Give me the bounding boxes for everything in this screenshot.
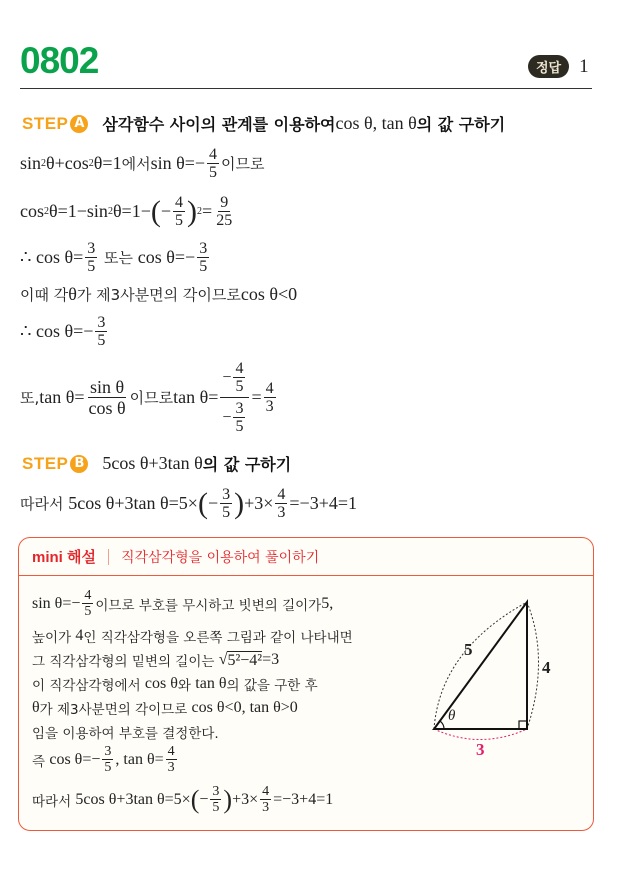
math: 4 xyxy=(75,627,84,644)
math: sin θ=− xyxy=(150,153,205,173)
fraction: $\frac{4}{3}$ xyxy=(265,380,274,415)
math: =3 xyxy=(262,651,280,668)
math: ∴ cos θ= xyxy=(20,247,84,267)
mini-tag: mini 해설 xyxy=(32,549,96,566)
math: = xyxy=(251,387,262,407)
text: 또는 xyxy=(99,249,138,267)
math: − xyxy=(207,493,219,513)
header-divider xyxy=(20,88,592,89)
answer-value: 1 xyxy=(579,55,589,77)
mini-line-4 xyxy=(32,674,318,694)
math: − xyxy=(160,201,172,221)
answer-badge: 정답 xyxy=(528,55,569,78)
text: 따라서 xyxy=(20,495,69,513)
math: 5²−4² xyxy=(227,651,263,669)
text: 또, xyxy=(20,389,40,407)
step-b-heading xyxy=(22,452,291,475)
step-a-line-3 xyxy=(20,240,211,275)
fraction: $\frac{4}{3}$ xyxy=(262,784,270,815)
angle-label: θ xyxy=(448,708,456,724)
math: 5, xyxy=(321,594,334,612)
math: sin θ=− xyxy=(32,594,81,612)
math: = xyxy=(202,201,213,221)
text: 에서 xyxy=(121,155,151,173)
math: θ xyxy=(32,699,40,716)
math: θ xyxy=(68,284,77,304)
mini-line-7 xyxy=(32,744,179,775)
step-b-title-math: 5cos θ+3tan θ xyxy=(102,453,203,473)
mini-line-6 xyxy=(32,722,219,742)
text: 임을 이용하여 부호를 결정한다. xyxy=(32,726,219,742)
fraction: $\frac{3}{5}$ xyxy=(87,240,96,275)
fraction: $\frac{3}{5}$ xyxy=(222,486,231,521)
step-a-line-1: sin 2 θ+cos 2 θ=1 에서 sin θ=− $\frac{4}{5}$ 이므로 xyxy=(20,146,265,181)
text: 인 직각삼각형을 오른쪽 그림과 같이 나타내면 xyxy=(83,630,353,646)
step-a-line-2: cos 2 θ=1−sin 2 θ=1− ( − $\frac{4}{5}$ ) 2 = $\frac{9}{25}$ xyxy=(20,194,233,229)
fraction: $\frac{9}{25}$ xyxy=(216,194,233,229)
step-b-title-text: 의 값 구하기 xyxy=(202,455,292,474)
math: cos θ=− xyxy=(137,247,196,267)
math: θ=1− xyxy=(112,201,151,221)
math: +3× xyxy=(232,790,259,808)
answer-area xyxy=(528,55,589,78)
math: +3× xyxy=(244,493,274,513)
math: cos θ<0 xyxy=(240,284,298,304)
base-label: 3 xyxy=(476,740,485,759)
step-a-title-math: cos θ, tan θ xyxy=(335,113,417,133)
math: 5cos θ+3tan θ=5× xyxy=(68,493,198,513)
mini-line-5 xyxy=(32,698,298,718)
divider xyxy=(108,549,109,565)
math: tan θ= xyxy=(173,387,219,407)
fraction: $\frac{4}{3}$ xyxy=(167,744,175,775)
math: , tan θ= xyxy=(115,750,164,768)
text: 이 직각삼각형에서 xyxy=(32,678,145,694)
text: 따라서 xyxy=(32,793,76,810)
math: cos θ<0, tan θ>0 xyxy=(191,699,298,716)
text: 이때 각 xyxy=(20,286,69,304)
mini-inner-divider xyxy=(18,575,593,576)
math: sin xyxy=(20,153,42,173)
mini-line-2 xyxy=(32,626,353,646)
step-b-line: 따라서 5cos θ+3tan θ=5× ( − $\frac{3}{5}$ ) +3× $\frac{4}{3}$ =−3+4=1 xyxy=(20,486,358,521)
text: 높이가 xyxy=(32,630,76,646)
math: cos θ xyxy=(144,675,178,692)
text: 그 직각삼각형의 밑변의 길이는 xyxy=(32,654,219,670)
text: 가 제3사분면의 각이므로 xyxy=(39,702,192,718)
fraction: $\frac{3}{5}$ xyxy=(199,240,208,275)
math: cos θ=− xyxy=(49,750,101,768)
text: 와 xyxy=(177,678,196,694)
right-triangle-figure xyxy=(420,590,570,765)
hypotenuse-label: 5 xyxy=(464,640,473,659)
mini-line-3 xyxy=(32,650,279,670)
step-a-title-text: 삼각함수 사이의 관계를 이용하여 xyxy=(102,115,336,134)
fraction: $\frac{4}{5}$ xyxy=(175,194,184,229)
problem-number: 0802 xyxy=(20,40,99,81)
math: =−3+4=1 xyxy=(273,790,334,808)
math: θ=1−sin xyxy=(49,201,108,221)
text: 이므로 부호를 무시하고 빗변의 길이가 xyxy=(95,597,322,614)
math: ∴ cos θ=− xyxy=(20,321,94,341)
mini-title: 직각삼각형을 이용하여 풀이하기 xyxy=(120,549,320,566)
height-label: 4 xyxy=(542,658,551,677)
complex-fraction: − $\frac{4}{5}$ − $\frac{3}{5}$ xyxy=(220,360,249,435)
fraction: $\frac{\text{sin θ}}{\text{cos θ}}$ xyxy=(88,377,126,418)
text: 가 제3사분면의 각이므로 xyxy=(76,286,241,304)
math: =−3+4=1 xyxy=(289,493,358,513)
math: tan θ xyxy=(195,675,227,692)
mini-line-8: 따라서 5cos θ+3tan θ=5× ( − $\frac{3}{5}$ ) +3× $\frac{4}{3}$ =−3+4=1 xyxy=(32,784,334,815)
fraction: $\frac{3}{5}$ xyxy=(104,744,112,775)
step-a-letter-icon: A xyxy=(70,115,88,133)
text: 이므로 xyxy=(129,389,174,407)
math: θ+cos xyxy=(46,153,89,173)
step-a-title-suffix: 의 값 구하기 xyxy=(416,115,506,134)
math: − xyxy=(199,790,209,808)
step-a-heading xyxy=(22,112,505,135)
math: θ=1 xyxy=(93,153,122,173)
math: tan θ= xyxy=(39,387,85,407)
step-b-label: STEP xyxy=(22,453,69,473)
text: 즉 xyxy=(32,753,50,770)
fraction: $\frac{4}{5}$ xyxy=(209,146,217,181)
step-a-line-5 xyxy=(20,314,109,349)
math: cos xyxy=(20,201,44,221)
step-a-label: STEP xyxy=(22,113,69,133)
fraction: $\frac{4}{5}$ xyxy=(84,588,92,619)
fraction: $\frac{3}{5}$ xyxy=(212,784,220,815)
math: 5cos θ+3tan θ=5× xyxy=(75,790,191,808)
text: 의 값을 구한 후 xyxy=(226,678,318,694)
step-b-letter-icon: B xyxy=(70,455,88,473)
mini-header xyxy=(32,546,319,567)
text: 이므로 xyxy=(221,155,265,173)
mini-line-1 xyxy=(32,588,333,619)
sqrt-icon: √ xyxy=(218,651,228,668)
fraction: $\frac{4}{3}$ xyxy=(277,486,286,521)
step-a-line-4 xyxy=(20,284,297,305)
fraction: $\frac{3}{5}$ xyxy=(97,314,106,349)
step-a-line-6 xyxy=(20,360,278,435)
